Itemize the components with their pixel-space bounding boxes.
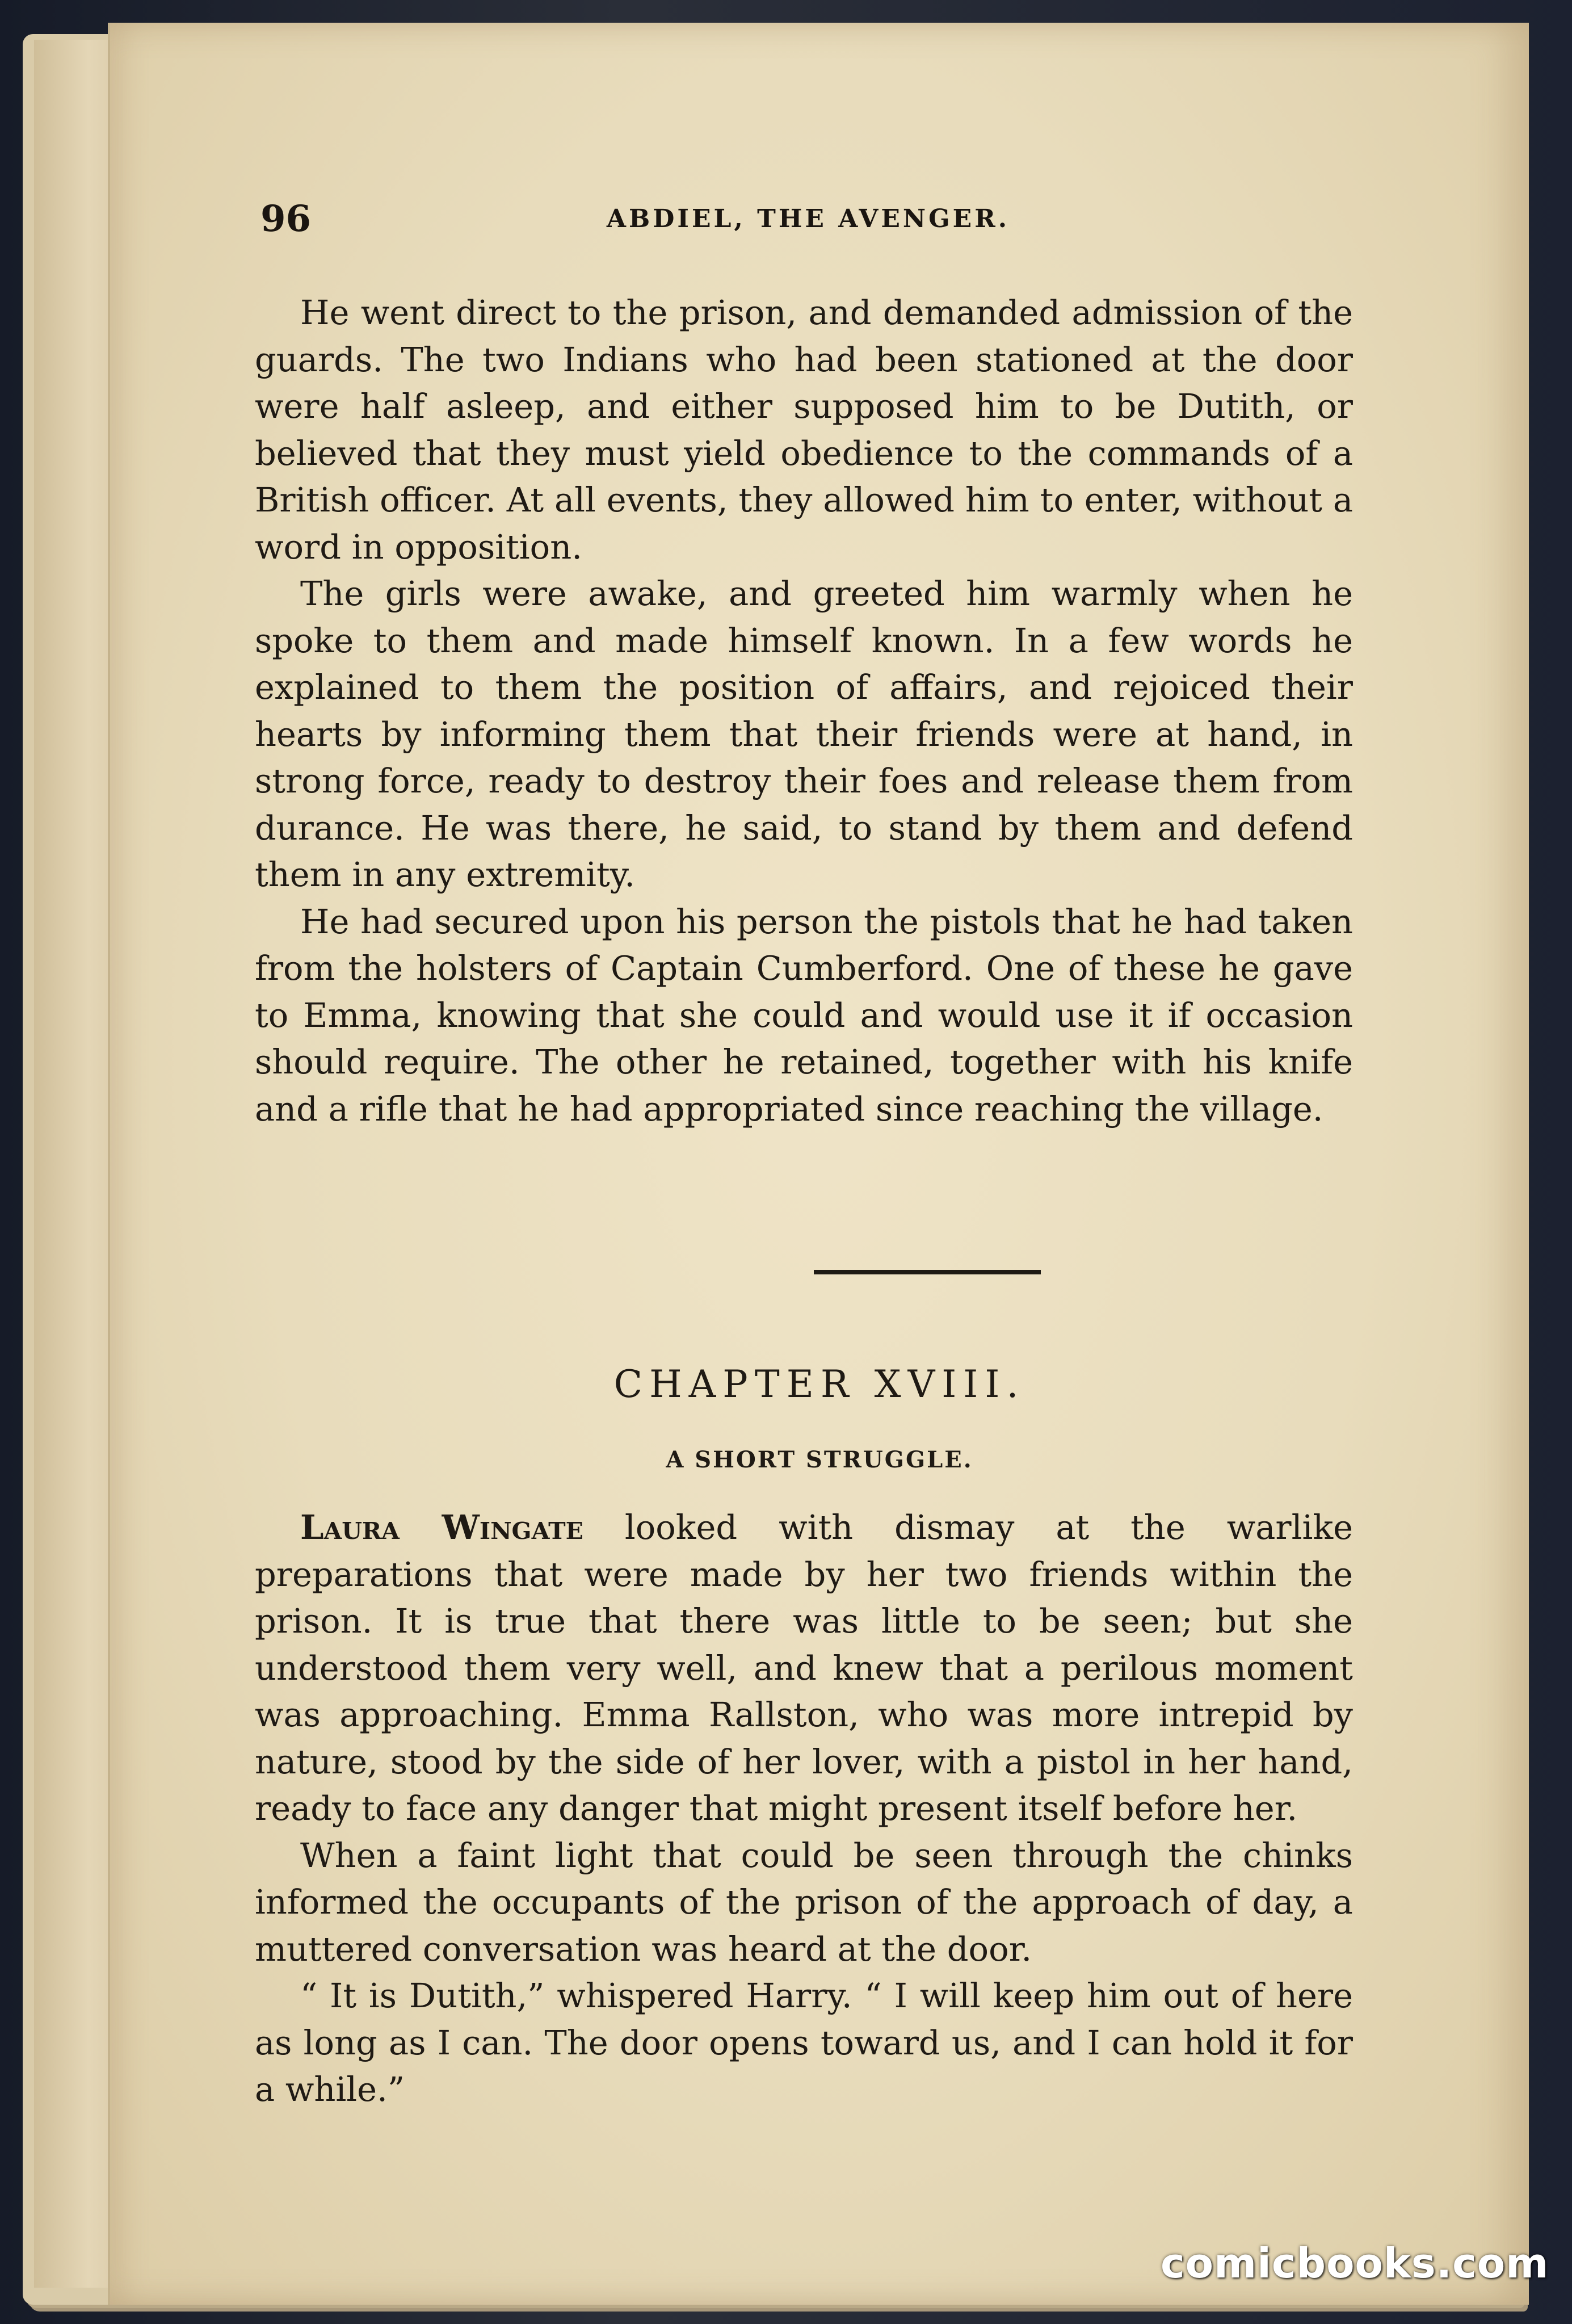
chapter-title: CHAPTER XVIII. [613, 1362, 1025, 1406]
paragraph [255, 1504, 1353, 1832]
paragraph: The girls were awake, and greeted him warmly when he spoke to them and made himself known. In a few words he explained to them the position of affairs, and rejoiced their hearts by informing them that their friends were at hand, in strong force, ready to destroy their foes and release them from durance. He was there, he said, to stand by them and defend them in any extremity. [255, 574, 1353, 894]
section-divider [814, 1270, 1041, 1274]
chapter-subtitle: A SHORT STRUGGLE. [666, 1446, 973, 1473]
book-title: ABDIEL, THE AVENGER. [606, 204, 1010, 233]
section-1-text [255, 290, 1353, 1132]
lead-name: Laura Wingate [300, 1508, 583, 1547]
paragraph: “ It is Dutith,” whispered Harry. “ I will keep him out of here as long as I can. The door opens toward us, and I can hold it for a while.” [255, 1976, 1353, 2109]
paragraph: When a faint light that could be seen through the chinks informed the occupants of the prison of the approach of day, a muttered conversation was heard at the door. [255, 1835, 1353, 1969]
paragraph-text: looked with dismay at the warlike preparations that were made by her two friends within the prison. It is true that there was little to be seen; but she understood them very well, and knew that a perilous moment was approaching. Emma Rallston, who was more intrepid by nature, stood by the side of her lover, with a pistol in her hand, ready to face any danger that might present itself before her. [255, 1508, 1354, 1828]
running-head [260, 198, 1356, 243]
paragraph: He went direct to the prison, and demanded admission of the guards. The two Indians who had been stationed at the door were half asleep, and either supposed him to be Dutith, or believed that they must yield obedience to the commands of a British officer. At all events, they allowed him to enter, without a word in opposition. [255, 293, 1353, 567]
section-2-text [255, 1504, 1353, 2113]
page-number: 96 [260, 198, 312, 240]
watermark-logo: comicbooks.com [1161, 2239, 1549, 2287]
paragraph: He had secured upon his person the pistols that he had taken from the holsters of Captain Cumberford. One of these he gave to Emma, knowing that she could and would use it if occasion should require. The other he retained, together with his knife and a rifle that he had appropriated since reaching the village. [255, 901, 1353, 1129]
book-page [108, 23, 1529, 2305]
